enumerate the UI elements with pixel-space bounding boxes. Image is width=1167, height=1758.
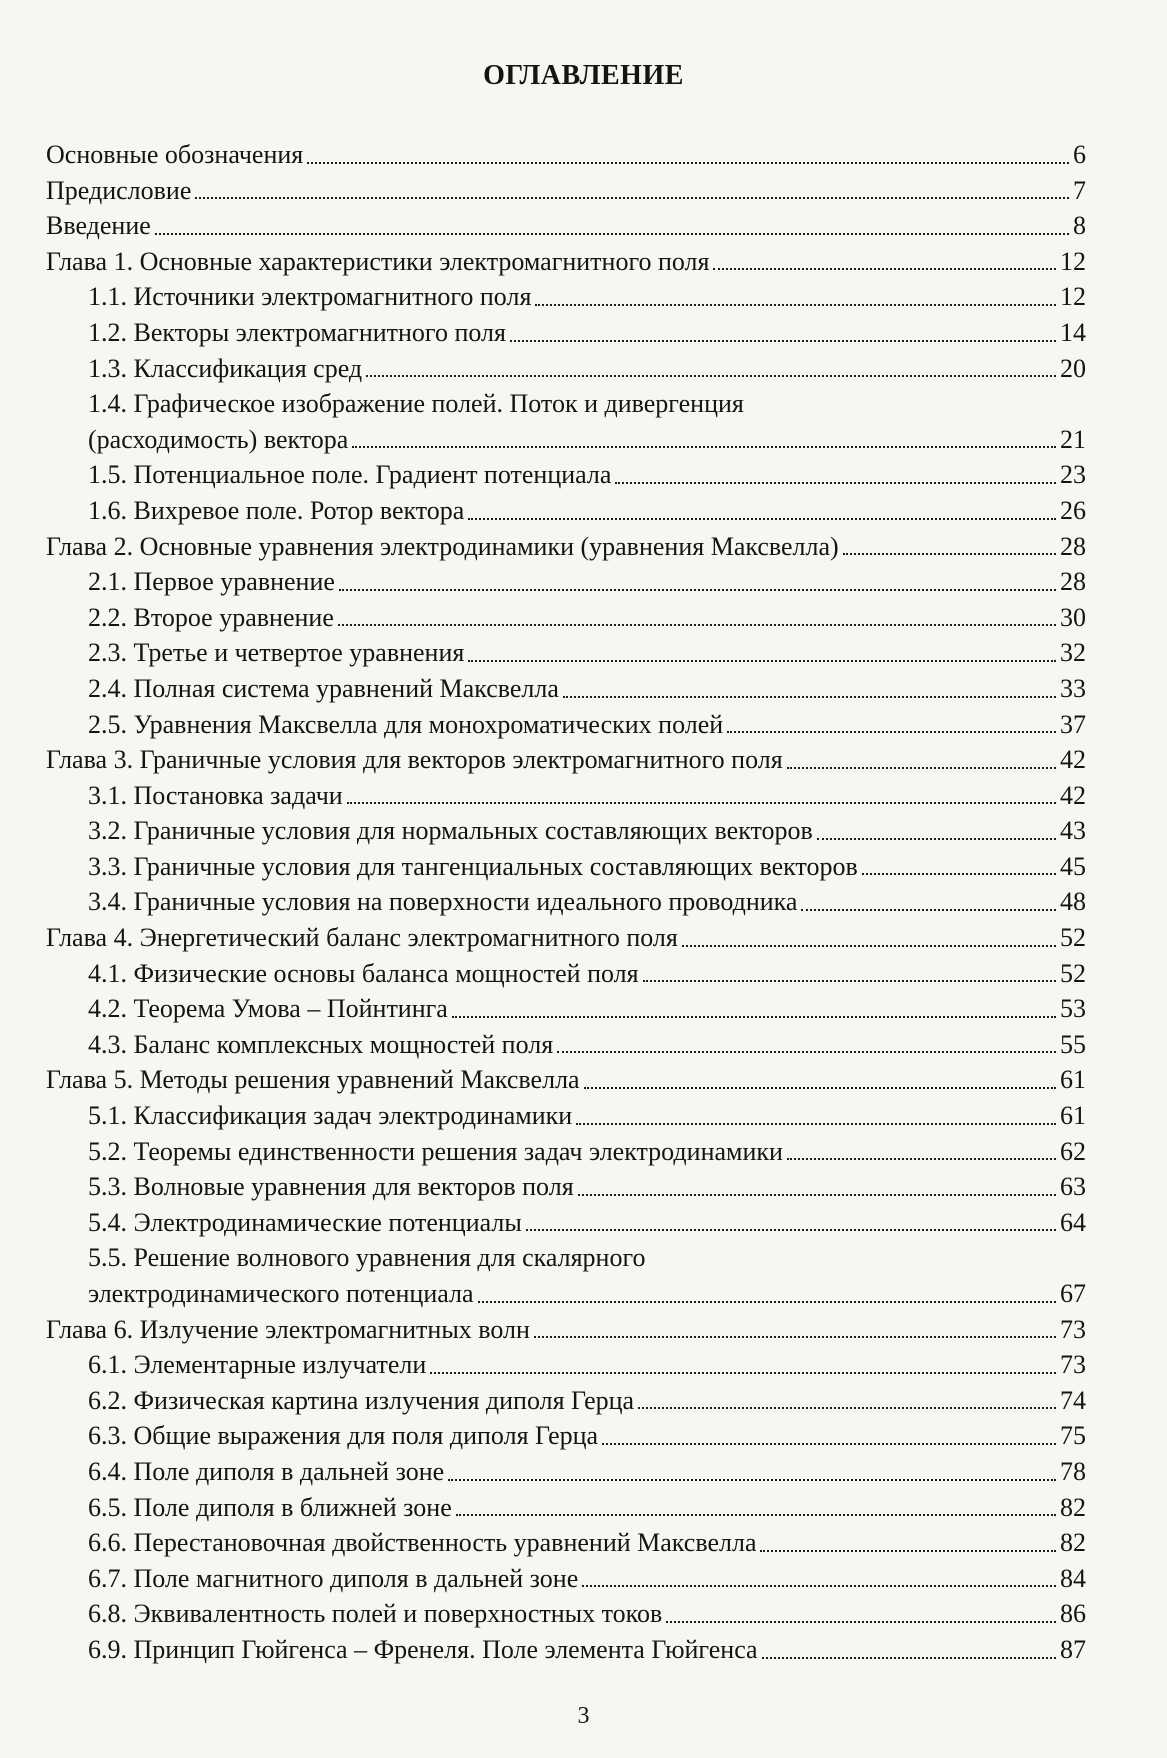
toc-entry-page: 21 [1060, 424, 1086, 454]
toc-entry-title: Предисловие [46, 175, 192, 205]
toc-leader-dots [430, 1372, 1056, 1374]
toc-chapter-entry [46, 1062, 1086, 1098]
toc-entry-page: 12 [1060, 282, 1086, 312]
toc-section-entry [46, 1205, 1086, 1241]
toc-section-entry [46, 351, 1086, 387]
toc-entry-title: 5.5. Решение волнового уравнения для скалярного [88, 1243, 646, 1273]
toc-entry-page: 23 [1060, 460, 1086, 490]
toc-leader-dots [456, 1514, 1056, 1516]
toc-entry-page: 42 [1060, 745, 1086, 775]
toc-entry-page: 61 [1060, 1065, 1086, 1095]
toc-entry-page: 45 [1060, 851, 1086, 881]
toc-leader-dots [155, 233, 1069, 235]
toc-chapter-entry [46, 742, 1086, 778]
toc-entry-page: 82 [1060, 1492, 1086, 1522]
toc-leader-dots [563, 696, 1056, 698]
toc-leader-dots [534, 1336, 1056, 1338]
toc-entry-page: 48 [1060, 887, 1086, 917]
toc-leader-dots [339, 589, 1056, 591]
toc-entry-page: 67 [1060, 1279, 1086, 1308]
toc-section-entry [46, 386, 1086, 422]
toc-entry-page: 32 [1060, 638, 1086, 668]
toc-chapter-entry [46, 208, 1086, 244]
toc-leader-dots [535, 304, 1056, 306]
toc-entry-page: 87 [1060, 1634, 1086, 1664]
toc-leader-dots [643, 980, 1056, 982]
toc-entry-title: 6.6. Перестановочная двойственность уравнений Максвелла [88, 1528, 757, 1558]
toc-chapter-entry [46, 137, 1086, 173]
toc-section-entry [46, 1383, 1086, 1419]
toc-entry-title: Глава 4. Энергетический баланс электромагнитного поля [46, 923, 678, 953]
toc-entry-title: 5.4. Электродинамические потенциалы [88, 1207, 522, 1237]
toc-section-entry [46, 1169, 1086, 1205]
toc-entry-title: электродинамического потенциала [88, 1279, 474, 1308]
toc-entry-page: 28 [1060, 567, 1086, 597]
toc-entry-title: Глава 1. Основные характеристики электромагнитного поля [46, 246, 710, 276]
toc-entry-title: 1.1. Источники электромагнитного поля [88, 282, 532, 312]
toc-section-entry [46, 315, 1086, 351]
toc-entry-page: 73 [1060, 1314, 1086, 1344]
toc-section-entry [46, 778, 1086, 814]
toc-entry-page: 7 [1073, 175, 1086, 205]
toc-entry-page: 74 [1060, 1385, 1086, 1415]
page-number: 3 [577, 1703, 590, 1729]
page-title: ОГЛАВЛЕНИЕ [483, 60, 684, 91]
toc-chapter-entry [46, 1312, 1086, 1348]
toc-entry-title: Глава 5. Методы решения уравнений Максвелла [46, 1065, 580, 1095]
toc-entry-page: 62 [1060, 1136, 1086, 1166]
toc-entry-title: 6.3. Общие выражения для поля диполя Герца [88, 1421, 599, 1451]
toc-section-entry [46, 671, 1086, 707]
toc-entry-title: 6.9. Принцип Гюйгенса – Френеля. Поле элемента Гюйгенса [88, 1634, 758, 1664]
toc-entry-title: 6.8. Эквивалентность полей и поверхностных токов [88, 1599, 663, 1629]
toc-entry-page: 84 [1060, 1563, 1086, 1593]
toc-section-entry [46, 991, 1086, 1027]
toc-entry-page: 53 [1060, 994, 1086, 1024]
toc-leader-dots [448, 1479, 1056, 1481]
toc-leader-dots [576, 1123, 1056, 1125]
toc-entry-title: 3.3. Граничные условия для тангенциальных составляющих векторов [88, 851, 858, 881]
toc-entry-page: 14 [1060, 317, 1086, 347]
toc-section-entry [46, 493, 1086, 529]
toc-leader-dots [817, 838, 1056, 840]
toc-entry-page: 33 [1060, 673, 1086, 703]
toc-section-entry [46, 1098, 1086, 1134]
toc-entry-title: Глава 3. Граничные условия для векторов электромагнитного поля [46, 745, 783, 775]
toc-entry-page: 42 [1060, 780, 1086, 810]
toc-section-entry [46, 884, 1086, 920]
toc-entry-page: 64 [1060, 1207, 1086, 1237]
toc-entry-title: 5.3. Волновые уравнения для векторов поля [88, 1172, 574, 1202]
toc-entry-page: 52 [1060, 923, 1086, 953]
toc-section-entry [46, 422, 1086, 458]
toc-entry-title: 4.1. Физические основы баланса мощностей поля [88, 958, 639, 988]
toc-section-entry [46, 1490, 1086, 1526]
toc-section-entry [46, 600, 1086, 636]
toc-leader-dots [638, 1407, 1056, 1409]
toc-entry-page: 61 [1060, 1101, 1086, 1131]
toc-entry-title: 1.4. Графическое изображение полей. Поток и дивергенция [88, 389, 744, 419]
toc-entry-page: 55 [1060, 1029, 1086, 1059]
toc-section-entry [46, 1240, 1086, 1276]
toc-entry-title: 4.3. Баланс комплексных мощностей поля [88, 1029, 554, 1059]
toc-entry-title: Глава 2. Основные уравнения электродинамики (уравнения Максвелла) [46, 531, 839, 561]
toc-section-entry [46, 813, 1086, 849]
toc-leader-dots [862, 873, 1056, 875]
toc-chapter-entry [46, 529, 1086, 565]
toc-entry-page: 43 [1060, 816, 1086, 846]
toc-entry-title: 6.7. Поле магнитного диполя в дальней зоне [88, 1563, 579, 1593]
toc-leader-dots [338, 624, 1056, 626]
toc-leader-dots [557, 1051, 1056, 1053]
toc-leader-dots [478, 1301, 1056, 1303]
toc-entry-page: 82 [1060, 1528, 1086, 1558]
toc-section-entry [46, 457, 1086, 493]
toc-leader-dots [615, 482, 1056, 484]
toc-leader-dots [787, 767, 1056, 769]
toc-entry-page: 26 [1060, 495, 1086, 525]
toc-leader-dots [760, 1550, 1056, 1552]
toc-leader-dots [584, 1087, 1056, 1089]
toc-leader-dots [366, 375, 1056, 377]
toc-entry-title: 1.2. Векторы электромагнитного поля [88, 317, 506, 347]
toc-entry-page: 6 [1073, 140, 1086, 169]
toc-leader-dots [468, 518, 1056, 520]
toc-section-entry [46, 1418, 1086, 1454]
toc-leader-dots [452, 1016, 1056, 1018]
toc-entry-page: 20 [1060, 353, 1086, 383]
toc-entry-title: 2.2. Второе уравнение [88, 602, 334, 632]
toc-entry-title: 5.1. Классификация задач электродинамики [88, 1101, 573, 1131]
toc-entry-page: 63 [1060, 1172, 1086, 1202]
toc-entry-title: 5.2. Теоремы единственности решения задач электродинамики [88, 1136, 783, 1166]
toc-section-entry [46, 1027, 1086, 1063]
toc-section-entry [46, 1561, 1086, 1597]
toc-leader-dots [666, 1621, 1056, 1623]
toc-leader-dots [526, 1229, 1056, 1231]
toc-entry-page: 12 [1060, 246, 1086, 276]
toc-section-entry [46, 707, 1086, 743]
toc-entry-title: 1.5. Потенциальное поле. Градиент потенциала [88, 460, 612, 490]
toc-leader-dots [510, 340, 1056, 342]
toc-leader-dots [801, 909, 1056, 911]
toc-entry-page: 37 [1060, 709, 1086, 739]
toc-leader-dots [582, 1585, 1056, 1587]
toc-entry-page: 86 [1060, 1599, 1086, 1629]
toc-entry-page: 28 [1060, 531, 1086, 561]
toc-leader-dots [762, 1657, 1056, 1659]
toc-entry-title: 3.4. Граничные условия на поверхности идеального проводника [88, 887, 798, 917]
toc-section-entry [46, 849, 1086, 885]
toc-section-entry [46, 956, 1086, 992]
toc-section-entry [46, 1454, 1086, 1490]
toc-leader-dots [843, 553, 1056, 555]
toc-entry-title: 2.4. Полная система уравнений Максвелла [88, 673, 559, 703]
toc-chapter-entry [46, 920, 1086, 956]
toc-entry-page: 78 [1060, 1456, 1086, 1486]
toc-leader-dots [468, 660, 1056, 662]
toc-entry-title: 6.1. Элементарные излучатели [88, 1350, 427, 1380]
toc-entry-title: 3.2. Граничные условия для нормальных составляющих векторов [88, 816, 813, 846]
toc-leader-dots [347, 802, 1056, 804]
toc-entry-title: (расходимость) вектора [88, 424, 349, 454]
toc-entry-title: 1.6. Вихревое поле. Ротор вектора [88, 495, 465, 525]
toc-entry-title: Основные обозначения [46, 140, 304, 169]
toc-leader-dots [195, 197, 1069, 199]
toc-leader-dots [602, 1443, 1056, 1445]
toc-entry-title: 2.5. Уравнения Максвелла для монохроматических полей [88, 709, 724, 739]
toc-section-entry [46, 1347, 1086, 1383]
toc-chapter-entry [46, 244, 1086, 280]
toc-entry-page: 52 [1060, 958, 1086, 988]
toc-entry-title: 6.2. Физическая картина излучения диполя Герца [88, 1385, 635, 1415]
toc-leader-dots [713, 268, 1056, 270]
toc-entry-title: 3.1. Постановка задачи [88, 780, 343, 810]
toc-leader-dots [578, 1194, 1056, 1196]
table-of-contents [46, 137, 1086, 1668]
toc-chapter-entry [46, 173, 1086, 209]
toc-section-entry [46, 1525, 1086, 1561]
toc-leader-dots [787, 1158, 1056, 1160]
toc-leader-dots [727, 731, 1056, 733]
toc-entry-title: 6.4. Поле диполя в дальней зоне [88, 1456, 445, 1486]
toc-leader-dots [352, 446, 1056, 448]
toc-section-entry [46, 1632, 1086, 1668]
toc-entry-title: Введение [46, 211, 151, 241]
toc-section-entry [46, 564, 1086, 600]
toc-entry-title: 2.3. Третье и четвертое уравнения [88, 638, 465, 668]
toc-leader-dots [307, 162, 1069, 164]
toc-section-entry [46, 635, 1086, 671]
toc-section-entry [46, 1276, 1086, 1312]
toc-entry-title: Глава 6. Излучение электромагнитных волн [46, 1314, 530, 1344]
toc-entry-page: 30 [1060, 602, 1086, 632]
toc-entry-title: 6.5. Поле диполя в ближней зоне [88, 1492, 452, 1522]
toc-entry-title: 2.1. Первое уравнение [88, 567, 335, 597]
toc-section-entry [46, 1134, 1086, 1170]
toc-entry-page: 73 [1060, 1350, 1086, 1380]
toc-section-entry [46, 1596, 1086, 1632]
toc-entry-title: 4.2. Теорема Умова – Пойнтинга [88, 994, 448, 1024]
toc-entry-title: 1.3. Классификация сред [88, 353, 363, 383]
toc-entry-page: 8 [1073, 211, 1086, 241]
toc-entry-page: 75 [1060, 1421, 1086, 1451]
toc-section-entry [46, 279, 1086, 315]
toc-leader-dots [682, 945, 1056, 947]
